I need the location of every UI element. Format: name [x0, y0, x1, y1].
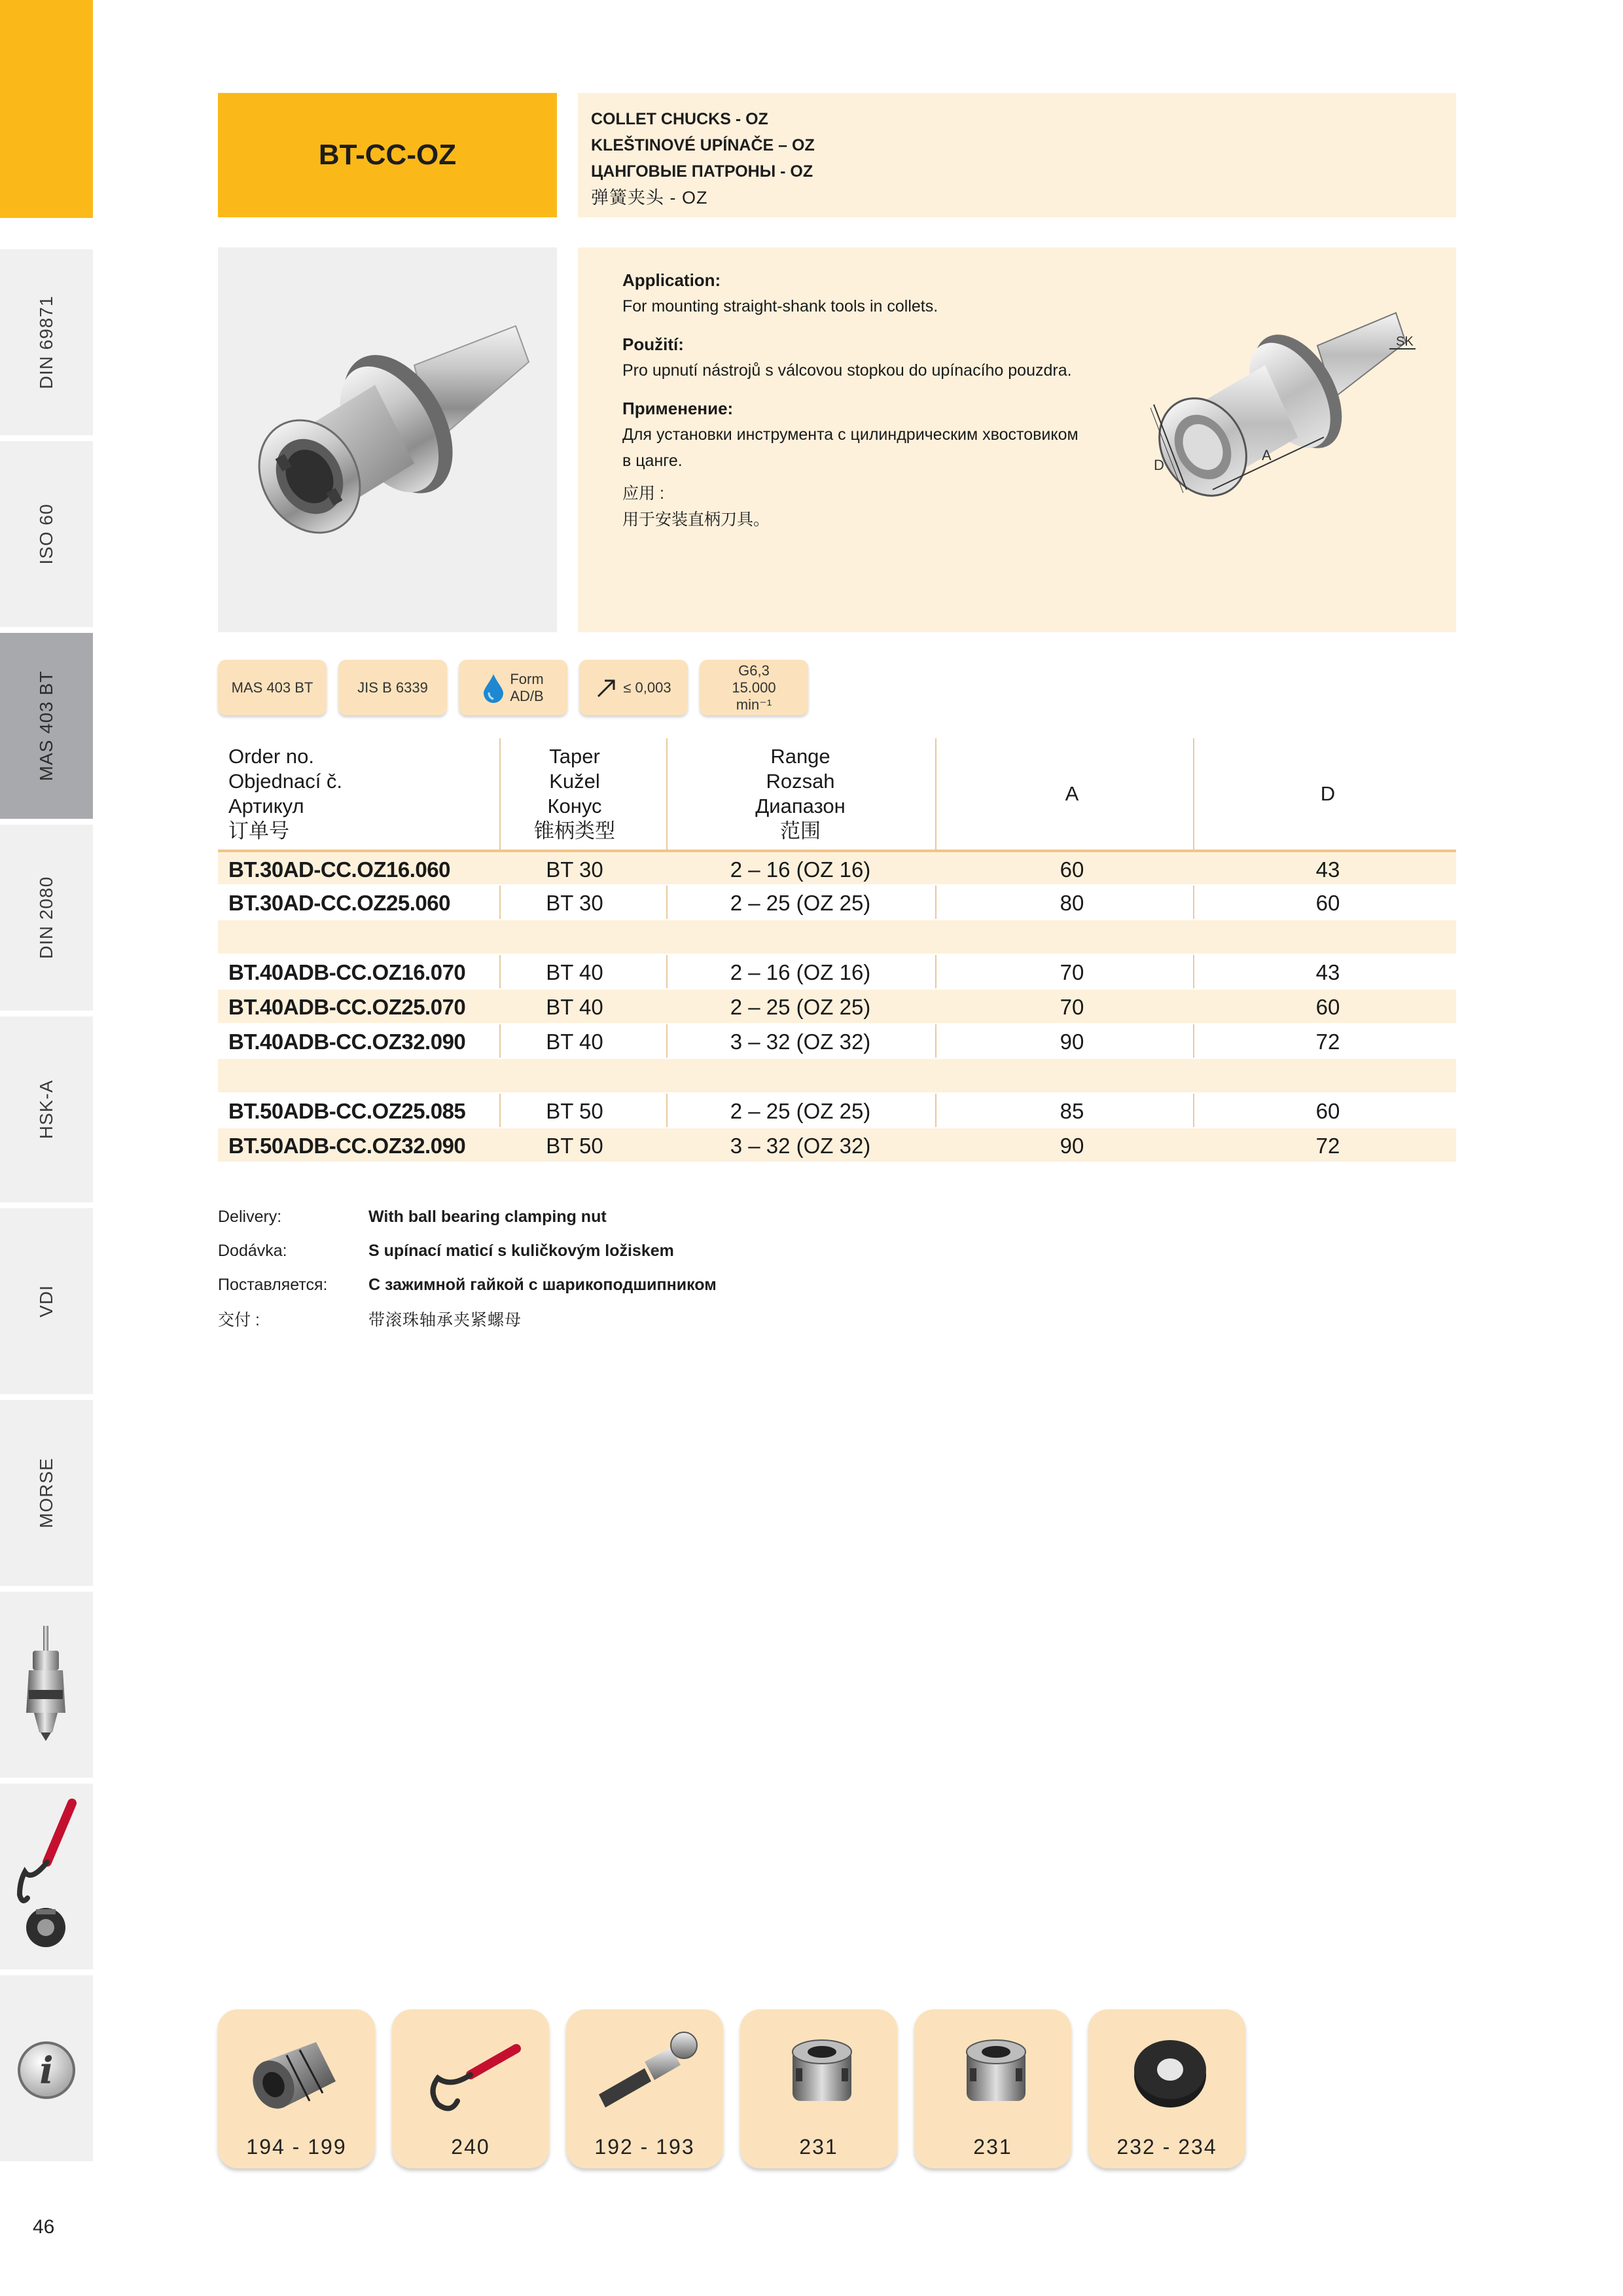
cell-taper: BT 40	[546, 1030, 603, 1054]
side-tab-label: DIN 69871	[36, 295, 56, 389]
badge-label: JIS B 6339	[357, 679, 428, 696]
cell-a: 70	[1060, 995, 1084, 1019]
badge-label: MAS 403 BT	[231, 679, 313, 696]
hook-wrench-icon	[0, 1784, 93, 1973]
assembly-ring-icon	[1108, 2022, 1226, 2127]
product-subtitle-box	[578, 93, 1456, 217]
delivery-key: Delivery:	[218, 1207, 282, 1226]
cell-taper: BT 50	[546, 1099, 603, 1123]
header-range	[656, 738, 944, 850]
delivery-value: 带滚珠轴承夹紧螺母	[368, 1311, 522, 1329]
cell-d: 72	[1315, 1134, 1340, 1158]
accessory-pages: 194 - 199	[246, 2135, 347, 2159]
delivery-value: С зажимной гайкой с шарикоподшипником	[368, 1275, 717, 1294]
header-order-cn: 订单号	[228, 819, 289, 842]
spec-badges	[218, 660, 808, 715]
side-tab-label: HSK-A	[36, 1079, 56, 1139]
delivery-value: S upínací maticí s kuličkovým ložiskem	[368, 1241, 674, 1260]
cell-order: BT.50ADB-CC.OZ25.085	[228, 1099, 466, 1123]
table-row[interactable]	[218, 1127, 1456, 1162]
badge-form	[459, 660, 567, 715]
delivery-key: Dodávka:	[218, 1241, 287, 1260]
side-tab-info[interactable]	[0, 1973, 93, 2163]
delivery-row-cz	[218, 1234, 717, 1268]
cell-order: BT.40ADB-CC.OZ32.090	[228, 1030, 466, 1054]
cell-order: BT.40ADB-CC.OZ25.070	[228, 995, 466, 1019]
info-icon	[0, 1975, 93, 2165]
side-tab-label: MORSE	[36, 1458, 56, 1528]
page-number: 46	[33, 2216, 55, 2238]
badge-balance	[700, 660, 808, 715]
table-row[interactable]	[218, 850, 1456, 884]
application-text-cz: Pro upnutí nástrojů s válcovou stopkou do upínacího pouzdra.	[622, 361, 1072, 380]
side-tab-label: DIN 2080	[36, 876, 56, 960]
application-text	[622, 267, 1120, 533]
accessory-assembly-ring[interactable]	[1088, 2009, 1245, 2168]
clamping-nut-icon	[934, 2022, 1052, 2127]
drill-chuck-icon	[0, 1592, 93, 1782]
cell-range: 2 – 16 (OZ 16)	[730, 960, 871, 984]
badge-mas-403-bt	[218, 660, 327, 715]
side-tab-wrench[interactable]	[0, 1782, 93, 1971]
cell-range: 3 – 32 (OZ 32)	[730, 1030, 871, 1054]
header-a	[941, 738, 1203, 850]
coolant-drop-icon	[482, 673, 505, 703]
cell-taper: BT 30	[546, 891, 603, 915]
collet-chuck-photo	[218, 247, 557, 632]
collet-icon	[238, 2022, 355, 2127]
cell-d: 43	[1315, 960, 1340, 984]
side-accent-block	[0, 0, 93, 218]
badge-balance-grade: G6,3	[738, 662, 770, 679]
accessory-pages: 232 - 234	[1116, 2135, 1217, 2159]
cell-order: BT.50ADB-CC.OZ32.090	[228, 1134, 466, 1158]
cell-d: 60	[1315, 1099, 1340, 1123]
drawing-label-sk: SK	[1396, 334, 1414, 349]
clamping-nut-icon	[760, 2022, 878, 2127]
cell-taper: BT 40	[546, 960, 603, 984]
product-table	[218, 738, 1456, 1162]
pull-stud-icon	[586, 2022, 704, 2127]
drawing-label-a: A	[1262, 447, 1272, 463]
header-taper-en: Taper	[549, 745, 600, 768]
cell-a: 85	[1060, 1099, 1084, 1123]
badge-form-line2: AD/B	[510, 687, 544, 704]
side-tab-label: VDI	[36, 1285, 56, 1318]
application-panel	[578, 247, 1456, 632]
cell-a: 80	[1060, 891, 1084, 915]
cell-range: 2 – 25 (OZ 25)	[730, 995, 871, 1019]
badge-runout	[579, 660, 688, 715]
side-tab-label: ISO 60	[36, 503, 56, 565]
side-tab-mas-403-bt[interactable]	[0, 631, 93, 821]
header-range-cn: 范围	[780, 819, 821, 842]
application-text-cn: 用于安装直柄刀具。	[622, 511, 770, 529]
header-range-cz: Rozsah	[766, 770, 835, 793]
cell-a: 90	[1060, 1134, 1084, 1158]
cell-d: 60	[1315, 891, 1340, 915]
application-text-ru-1: Для установки инструмента с цилиндрическим хвостовиком	[622, 425, 1079, 444]
table-header	[218, 738, 1456, 850]
accessory-nut-2[interactable]	[914, 2009, 1071, 2168]
header-taper	[506, 738, 643, 850]
accessory-links	[218, 2009, 1245, 2168]
cell-order: BT.30AD-CC.OZ16.060	[228, 857, 450, 882]
cell-d: 60	[1315, 995, 1340, 1019]
header-range-ru: Диапазон	[755, 795, 846, 817]
cell-range: 2 – 16 (OZ 16)	[730, 857, 871, 882]
side-tab-morse[interactable]	[0, 1398, 93, 1588]
cell-d: 72	[1315, 1030, 1340, 1054]
badge-runout-value: ≤ 0,003	[623, 679, 671, 696]
svg-text:i: i	[39, 2049, 54, 2092]
subtitle-ru: ЦАНГОВЫЕ ПАТРОНЫ - OZ	[591, 162, 813, 181]
header-d	[1200, 738, 1456, 850]
table-row[interactable]	[218, 954, 1456, 988]
cell-taper: BT 40	[546, 995, 603, 1019]
cell-d: 43	[1315, 857, 1340, 882]
runout-arrow-icon	[596, 677, 618, 699]
application-heading-ru: Применение:	[622, 399, 734, 418]
side-tab-hsk-a[interactable]	[0, 1014, 93, 1204]
header-d-label: D	[1320, 782, 1336, 805]
badge-balance-speed: 15.000 min⁻¹	[732, 679, 776, 713]
drawing-label-d: D	[1154, 457, 1164, 473]
subtitle-en: COLLET CHUCKS - OZ	[591, 110, 768, 128]
delivery-info	[218, 1200, 717, 1336]
accessory-pages: 231	[799, 2135, 838, 2159]
product-photo	[218, 247, 557, 632]
subtitle-cn: 弹簧夹头 - OZ	[591, 188, 708, 207]
cell-a: 90	[1060, 1030, 1084, 1054]
accessory-pages: 231	[973, 2135, 1012, 2159]
application-text-ru-2: в цанге.	[622, 452, 683, 470]
hook-wrench-icon	[412, 2022, 529, 2127]
header-taper-cn: 锥柄类型	[534, 819, 615, 842]
delivery-row-en	[218, 1200, 717, 1234]
side-tab-vdi[interactable]	[0, 1206, 93, 1396]
table-row[interactable]	[218, 884, 1456, 919]
delivery-row-ru	[218, 1268, 717, 1302]
header-taper-cz: Kužel	[549, 770, 600, 793]
side-tab-label: MAS 403 BT	[36, 670, 56, 781]
table-row[interactable]	[218, 1023, 1456, 1058]
cell-taper: BT 30	[546, 857, 603, 882]
accessory-collets[interactable]	[218, 2009, 375, 2168]
badge-form-line1: Form	[510, 670, 544, 687]
table-row[interactable]	[218, 988, 1456, 1023]
cell-range: 2 – 25 (OZ 25)	[730, 891, 871, 915]
accessory-pages: 192 - 193	[594, 2135, 695, 2159]
side-tab-din-69871[interactable]	[0, 247, 93, 437]
cell-a: 70	[1060, 960, 1084, 984]
header-order-cz: Objednací č.	[228, 770, 343, 793]
badge-jis-b-6339	[338, 660, 447, 715]
cell-order: BT.30AD-CC.OZ25.060	[228, 891, 450, 915]
application-heading-cz: Použití:	[622, 334, 684, 354]
product-title: BT-CC-OZ	[318, 139, 457, 171]
side-tab-din-2080[interactable]	[0, 823, 93, 1013]
table-spacer-row	[218, 919, 1456, 954]
delivery-value: With ball bearing clamping nut	[368, 1207, 607, 1226]
cell-range: 3 – 32 (OZ 32)	[730, 1134, 871, 1158]
subtitle-cz: KLEŠTINOVÉ UPÍNAČE – OZ	[591, 136, 815, 154]
table-row[interactable]	[218, 1092, 1456, 1127]
accessory-pull-studs[interactable]	[566, 2009, 723, 2168]
delivery-key: Поставляется:	[218, 1275, 328, 1294]
header-order	[228, 738, 342, 850]
cell-order: BT.40ADB-CC.OZ16.070	[228, 960, 466, 984]
header-order-ru: Артикул	[228, 795, 304, 817]
product-title-box	[218, 93, 557, 217]
application-heading-en: Application:	[622, 270, 721, 290]
cell-a: 60	[1060, 857, 1084, 882]
side-tab-strip	[0, 247, 93, 2165]
application-text-en: For mounting straight-shank tools in collets.	[622, 297, 938, 315]
side-tab-iso-60[interactable]	[0, 439, 93, 629]
application-heading-cn: 应用 :	[622, 484, 664, 503]
delivery-row-cn	[218, 1302, 717, 1336]
side-tab-drill-chuck[interactable]	[0, 1590, 93, 1780]
accessory-wrench[interactable]	[392, 2009, 549, 2168]
header-order-en: Order no.	[228, 745, 314, 768]
accessory-pages: 240	[451, 2135, 490, 2159]
header-a-label: A	[1065, 782, 1079, 805]
header-taper-ru: Конус	[547, 795, 602, 817]
cell-taper: BT 50	[546, 1134, 603, 1158]
dimension-drawing	[1115, 274, 1442, 601]
header-range-en: Range	[770, 745, 830, 768]
delivery-key: 交付 :	[218, 1311, 260, 1329]
accessory-nut-1[interactable]	[740, 2009, 897, 2168]
table-spacer-row	[218, 1058, 1456, 1092]
cell-range: 2 – 25 (OZ 25)	[730, 1099, 871, 1123]
